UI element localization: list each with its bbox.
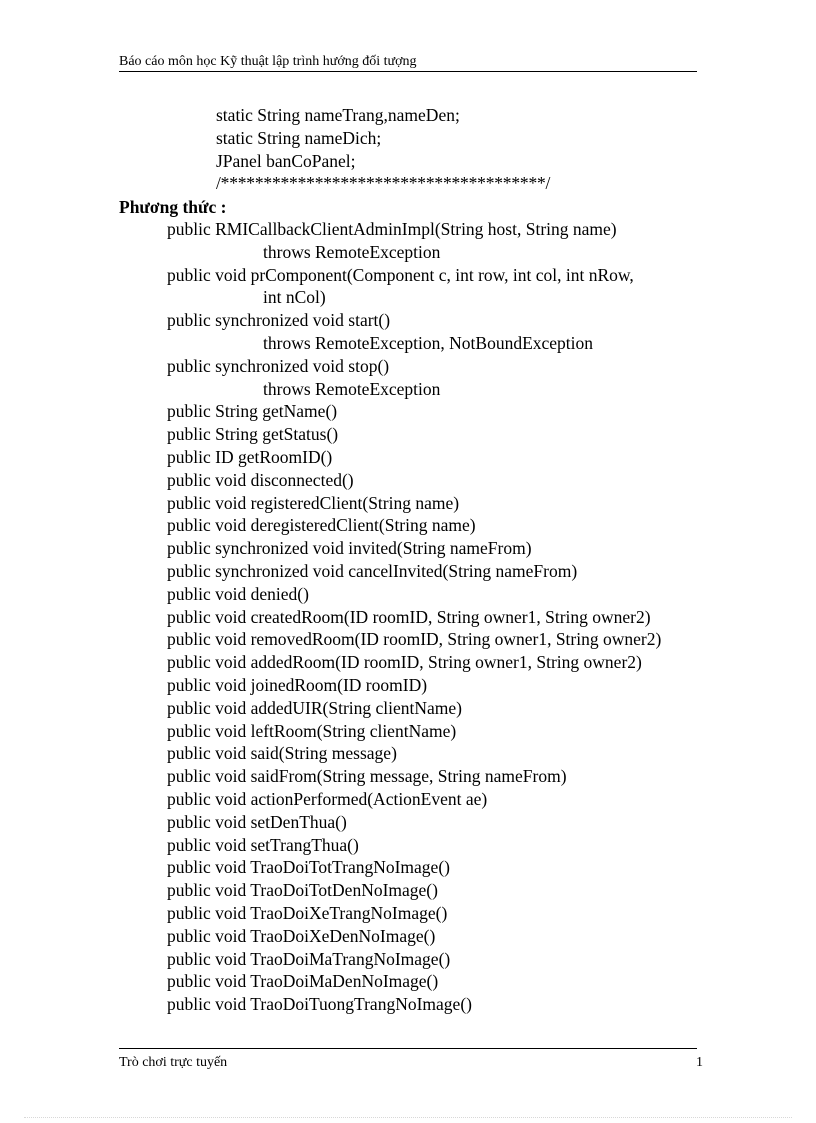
method-signature: public void TraoDoiTotDenNoImage() <box>167 880 438 901</box>
method-signature: public synchronized void cancelInvited(String nameFrom) <box>167 560 578 581</box>
method-continuation-line: throws RemoteException <box>263 241 441 262</box>
method-signature: public synchronized void invited(String nameFrom) <box>167 538 532 559</box>
method-signature: public void TraoDoiMaTrangNoImage() <box>167 948 451 969</box>
method-signature: public void TraoDoiMaDenNoImage() <box>167 971 439 992</box>
method-signature: public String getName() <box>167 401 338 422</box>
method-signature: public void deregisteredClient(String name) <box>167 515 476 536</box>
method-signature: public void removedRoom(ID roomID, String owner1, String owner2) <box>167 629 662 650</box>
method-signature: public void said(String message) <box>167 743 397 764</box>
method-signature: public void TraoDoiTotTrangNoImage() <box>167 857 450 878</box>
method-list <box>167 218 661 1016</box>
page-edge-divider <box>24 1117 792 1118</box>
method-signature: public void TraoDoiTuongTrangNoImage() <box>167 994 472 1015</box>
method-signature: public void setTrangThua() <box>167 834 359 855</box>
method-signature: public void createdRoom(ID roomID, String owner1, String owner2) <box>167 606 651 627</box>
method-signature: public void registeredClient(String name) <box>167 492 460 513</box>
method-signature: public void prComponent(Component c, int row, int col, int nRow, <box>167 264 634 285</box>
footer-title: Trò chơi trực tuyến <box>119 1055 228 1070</box>
section-title: Phương thức : <box>119 197 227 217</box>
method-signature: public void addedUIR(String clientName) <box>167 697 462 718</box>
page-number: 1 <box>696 1055 703 1070</box>
separator-comment: /**************************************/ <box>216 173 551 194</box>
method-signature: public synchronized void stop() <box>167 355 390 376</box>
field-declarations <box>216 104 550 195</box>
method-signature: public void leftRoom(String clientName) <box>167 720 457 741</box>
method-signature: public void joinedRoom(ID roomID) <box>167 674 428 695</box>
field-line: static String nameTrang,nameDen; <box>216 105 460 125</box>
method-signature: public void denied() <box>167 583 309 604</box>
field-line: JPanel banCoPanel; <box>216 150 356 171</box>
method-signature: public String getStatus() <box>167 424 339 445</box>
method-signature: public void setDenThua() <box>167 811 347 832</box>
page-header: Báo cáo môn học Kỹ thuật lập trình hướng đối tượng <box>119 53 697 72</box>
method-signature: public void addedRoom(ID roomID, String owner1, String owner2) <box>167 652 642 673</box>
method-signature: public synchronized void start() <box>167 310 391 331</box>
method-signature: public void saidFrom(String message, String nameFrom) <box>167 766 567 787</box>
method-continuation-line: throws RemoteException <box>263 378 441 399</box>
method-signature: public void actionPerformed(ActionEvent ae) <box>167 788 488 809</box>
method-continuation-line: int nCol) <box>263 287 326 308</box>
method-signature: public void TraoDoiXeDenNoImage() <box>167 925 436 946</box>
method-signature: public void TraoDoiXeTrangNoImage() <box>167 902 448 923</box>
method-signature: public RMICallbackClientAdminImpl(String host, String name) <box>167 219 617 239</box>
method-signature: public void disconnected() <box>167 469 354 490</box>
method-signature: public ID getRoomID() <box>167 446 333 467</box>
footer-divider <box>119 1048 697 1049</box>
field-line: static String nameDich; <box>216 127 382 148</box>
method-continuation-line: throws RemoteException, NotBoundException <box>263 332 594 353</box>
